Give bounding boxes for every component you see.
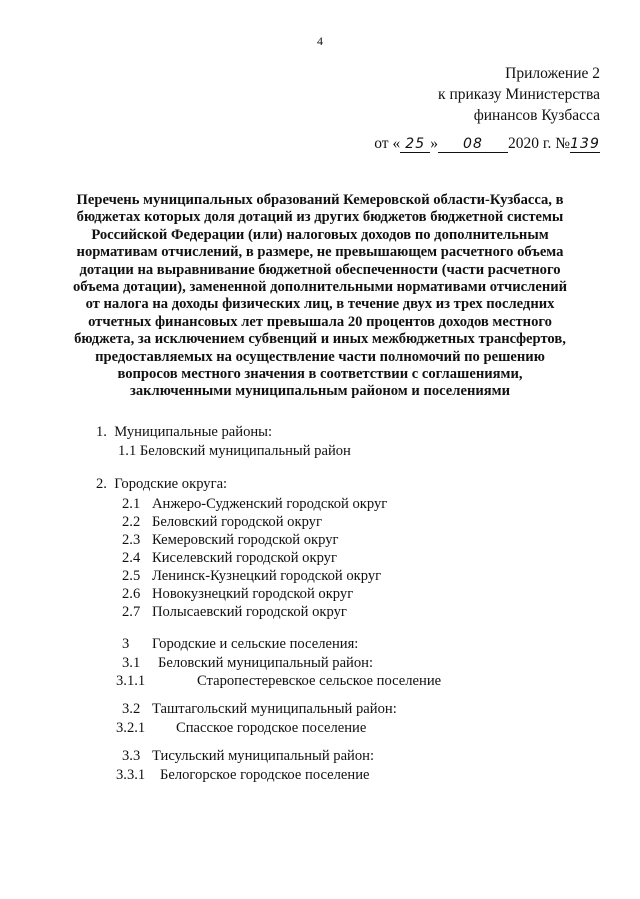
title-line: вопросов местного значения в соответствии с соглашениями, — [117, 366, 523, 383]
order-number: 139 — [570, 136, 600, 152]
section-3-number: 3 — [122, 636, 130, 652]
list-item-number: 2.3 — [122, 532, 141, 548]
section-number: 2. — [96, 476, 107, 492]
sub-item-name: Белогорское городское поселение — [160, 767, 370, 783]
subsection-number: 3.3 — [122, 748, 141, 764]
title-line: Перечень муниципальных образований Кемеровской области-Кузбасса, в — [76, 192, 564, 208]
page-number: 4 — [317, 34, 323, 48]
title-line: бюджетах которых доля дотаций из других бюджетов бюджетной системы — [76, 209, 564, 226]
section-heading-text: Муниципальные районы: — [114, 424, 273, 440]
date-day: 25 — [400, 136, 430, 153]
appendix-line-1: Приложение 2 — [505, 65, 600, 82]
list-item: Кемеровский городской округ — [152, 532, 339, 548]
sub-item-number: 3.1.1 — [116, 673, 146, 689]
list-item-number: 2.1 — [122, 496, 141, 512]
title-line: бюджета, за исключением субвенций и иных межбюджетных трансфертов, — [74, 331, 566, 348]
list-item-number: 2.5 — [122, 568, 141, 584]
subsection-name: Тисульский муниципальный район: — [152, 748, 375, 764]
appendix-line-2: к приказу Министерства — [438, 86, 600, 103]
list-item: Полысаевский городской округ — [152, 604, 347, 620]
list-item-number: 2.7 — [122, 604, 141, 620]
section-number: 1. — [96, 424, 107, 440]
title-line: предоставляемых на осуществление части полномочий по решению — [95, 348, 545, 365]
title-line: нормативам отчислений, в размере, не превышающем расчетного объема — [76, 244, 564, 261]
list-item-number: 2.6 — [122, 586, 141, 602]
sub-item-number: 3.2.1 — [116, 720, 146, 736]
subsection-number: 3.2 — [122, 701, 141, 717]
section-3-heading: Городские и сельские поселения: — [152, 636, 359, 652]
sub-item-name: Спасское городское поселение — [176, 720, 367, 736]
title-line: дотации на выравнивание бюджетной обеспеченности (части расчетного — [79, 261, 561, 278]
document-title — [60, 192, 580, 401]
title-line: от налога на доходы физических лиц, в течение двух из трех последних — [85, 296, 555, 313]
title-line: заключенными муниципальным районом и поселениями — [129, 383, 511, 400]
sub-item-number: 3.3.1 — [116, 767, 146, 783]
date-prefix: от « — [374, 135, 401, 152]
appendix-line-3: финансов Кузбасса — [473, 107, 600, 124]
date-mid: » — [430, 135, 438, 152]
sub-item-name: Старопестеревское сельское поселение — [197, 673, 442, 689]
section-2-heading — [96, 476, 227, 493]
subsection-number: 3.1 — [122, 655, 141, 671]
list-item: Ленинск-Кузнецкий городской округ — [152, 568, 382, 584]
subsection-name: Беловский муниципальный район: — [158, 655, 374, 671]
section-1-heading — [96, 424, 272, 441]
list-item: Новокузнецкий городской округ — [152, 586, 354, 602]
list-item: Беловский городской округ — [152, 514, 322, 530]
list-item-number: 2.4 — [122, 550, 141, 566]
title-line: отчетных финансовых лет превышала 20 процентов доходов местного — [88, 313, 552, 330]
date-month: 08 — [438, 136, 508, 153]
list-item-number: 2.2 — [122, 514, 141, 530]
order-date-line — [374, 135, 600, 153]
subsection-name: Таштагольский муниципальный район: — [152, 701, 397, 717]
date-year: 2020 г. № — [507, 135, 570, 152]
section-heading-text: Городские округа: — [114, 476, 228, 492]
list-item: Анжеро-Судженский городской округ — [152, 496, 388, 512]
list-item: 1.1 Беловский муниципальный район — [118, 443, 351, 459]
title-line: Российской Федерации (или) налоговых доходов по дополнительным — [91, 226, 549, 243]
title-line: объема дотации), замененной дополнительными нормативами отчислений — [72, 279, 568, 296]
list-item: Киселевский городской округ — [152, 550, 337, 566]
